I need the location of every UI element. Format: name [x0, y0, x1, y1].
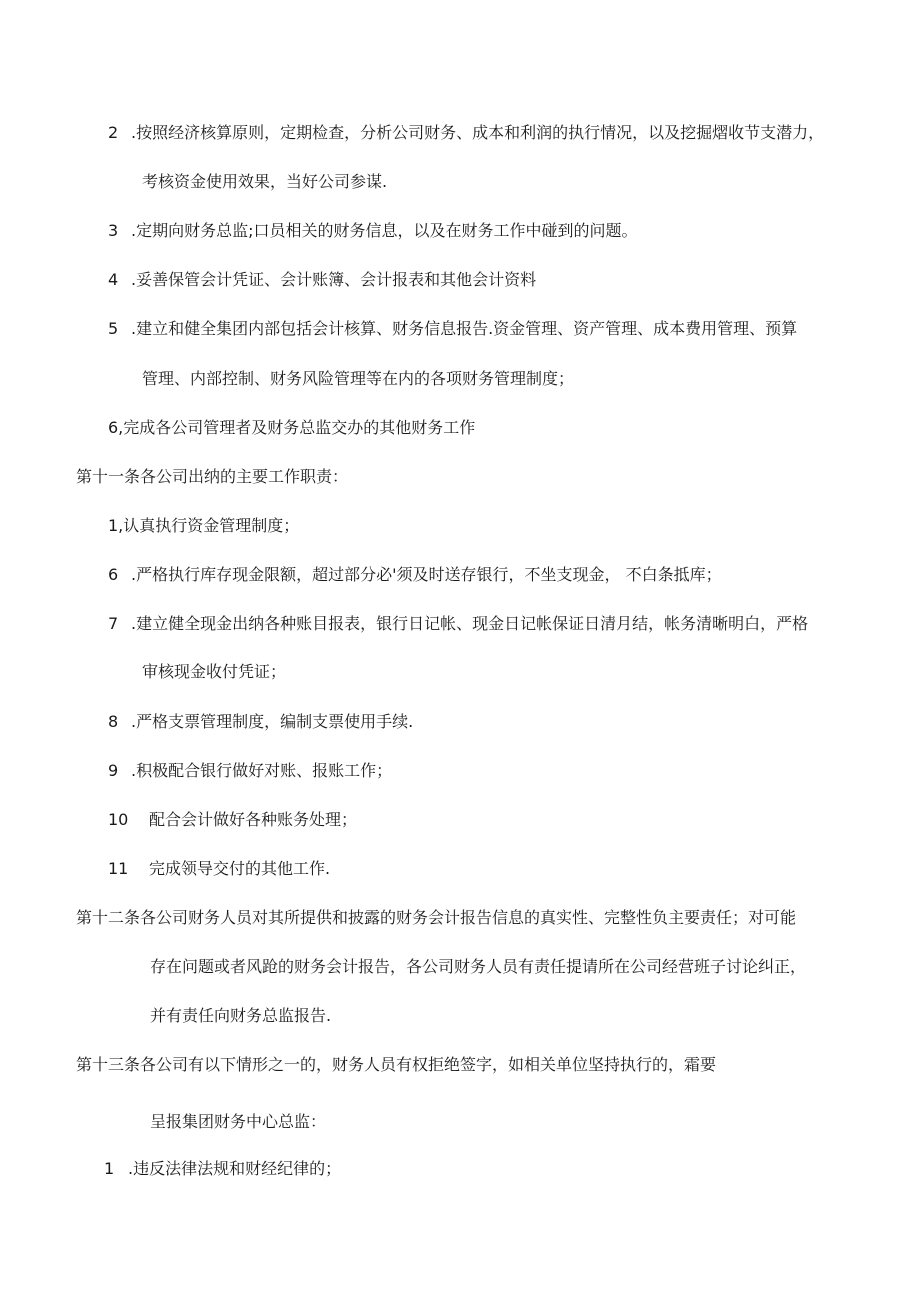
item-text: .建立和健全集团内部包括会计核算、财务信息报告.资金管理、资产管理、成本费用管理、预算 — [131, 319, 798, 338]
list-item-10 — [108, 809, 357, 831]
item-number: 10 — [108, 810, 129, 829]
item-text: .严格执行库存现金限额，超过部分必'须及时送存银行，不坐支现金， 不白条抵库； — [131, 565, 722, 584]
item-text: 管理、内部控制、财务风险管理等在内的各项财务管理制度； — [142, 369, 575, 388]
continuation-line — [142, 368, 574, 390]
continuation-line — [150, 956, 806, 978]
item-text: 第十二条各公司财务人员对其所提供和披露的财务会计报告信息的真实性、完整性负主要责任；对可能 — [76, 908, 797, 927]
article-12-heading — [76, 907, 796, 929]
item-text: 第十三条各公司有以下情形之一的，财务人员有权拒绝签字，如相关单位坚持执行的，霜要 — [76, 1055, 717, 1074]
item-text: 存在问题或者风跄的财务会计报告，各公司财务人员有责任提请所在公司经营班子讨论纠正， — [150, 957, 807, 976]
item-number: 8 — [108, 712, 119, 731]
list-item-4 — [108, 269, 536, 291]
item-number: 2 — [108, 123, 119, 142]
list-item-3 — [108, 220, 637, 242]
item-text: 呈报集团财务中心总监： — [150, 1112, 327, 1131]
list-item-7 — [108, 613, 808, 635]
item-text: 配合会计做好各种账务处理； — [149, 810, 358, 829]
item-text: .定期向财务总监;口员相关的财务信息，以及在财务工作中碰到的问题。 — [131, 221, 638, 240]
article-13-heading — [76, 1054, 716, 1076]
continuation-line — [150, 1111, 326, 1133]
item-number: 11 — [108, 859, 129, 878]
list-item-9 — [108, 760, 392, 782]
item-text: 完成领导交付的其他工作. — [149, 859, 331, 878]
continuation-line — [142, 661, 286, 683]
article-11-heading — [76, 466, 348, 488]
item-text: .严格支票管理制度，编制支票使用手续. — [131, 712, 414, 731]
item-text: 1,认真执行资金管理制度； — [108, 516, 300, 535]
item-text: .积极配合银行做好对账、报账工作； — [131, 761, 393, 780]
item-number: 5 — [108, 319, 119, 338]
item-text: 审核现金收付凭证； — [142, 662, 287, 681]
item-number: 6 — [108, 565, 119, 584]
list-item-6b — [108, 564, 722, 586]
list-item-6 — [108, 417, 475, 439]
list-item-2 — [108, 122, 824, 144]
item-text: 第十一条各公司出纳的主要工作职责： — [76, 467, 349, 486]
item-number: 9 — [108, 761, 119, 780]
item-text: 6,完成各公司管理者及财务总监交办的其他财务工作 — [108, 418, 476, 437]
continuation-line — [150, 1005, 331, 1027]
item-text: .妥善保管会计凭证、会计账簿、会计报表和其他会计资料 — [131, 270, 537, 289]
item-number: 3 — [108, 221, 119, 240]
list-item-1b — [104, 1158, 341, 1180]
item-text: .按照经济核算原则，定期检查，分析公司财务、成本和利润的执行情况，以及挖掘熠收节支潜力， — [131, 123, 825, 142]
item-text: 考核资金使用效果，当好公司参谋. — [142, 172, 388, 191]
item-number: 4 — [108, 270, 119, 289]
continuation-line — [142, 171, 387, 193]
item-text: .建立健全现金出纳各种账目报表，银行日记帐、现金日记帐保证日清月结，帐务清晰明白，严格 — [131, 614, 809, 633]
item-number: 1 — [104, 1159, 115, 1178]
item-text: 并有责任向财务总监报告. — [150, 1006, 332, 1025]
list-item-8 — [108, 711, 413, 733]
item-text: .违反法律法规和财经纪律的； — [128, 1159, 342, 1178]
list-item-1 — [108, 515, 299, 537]
list-item-5 — [108, 318, 797, 340]
list-item-11 — [108, 858, 330, 880]
item-number: 7 — [108, 614, 119, 633]
